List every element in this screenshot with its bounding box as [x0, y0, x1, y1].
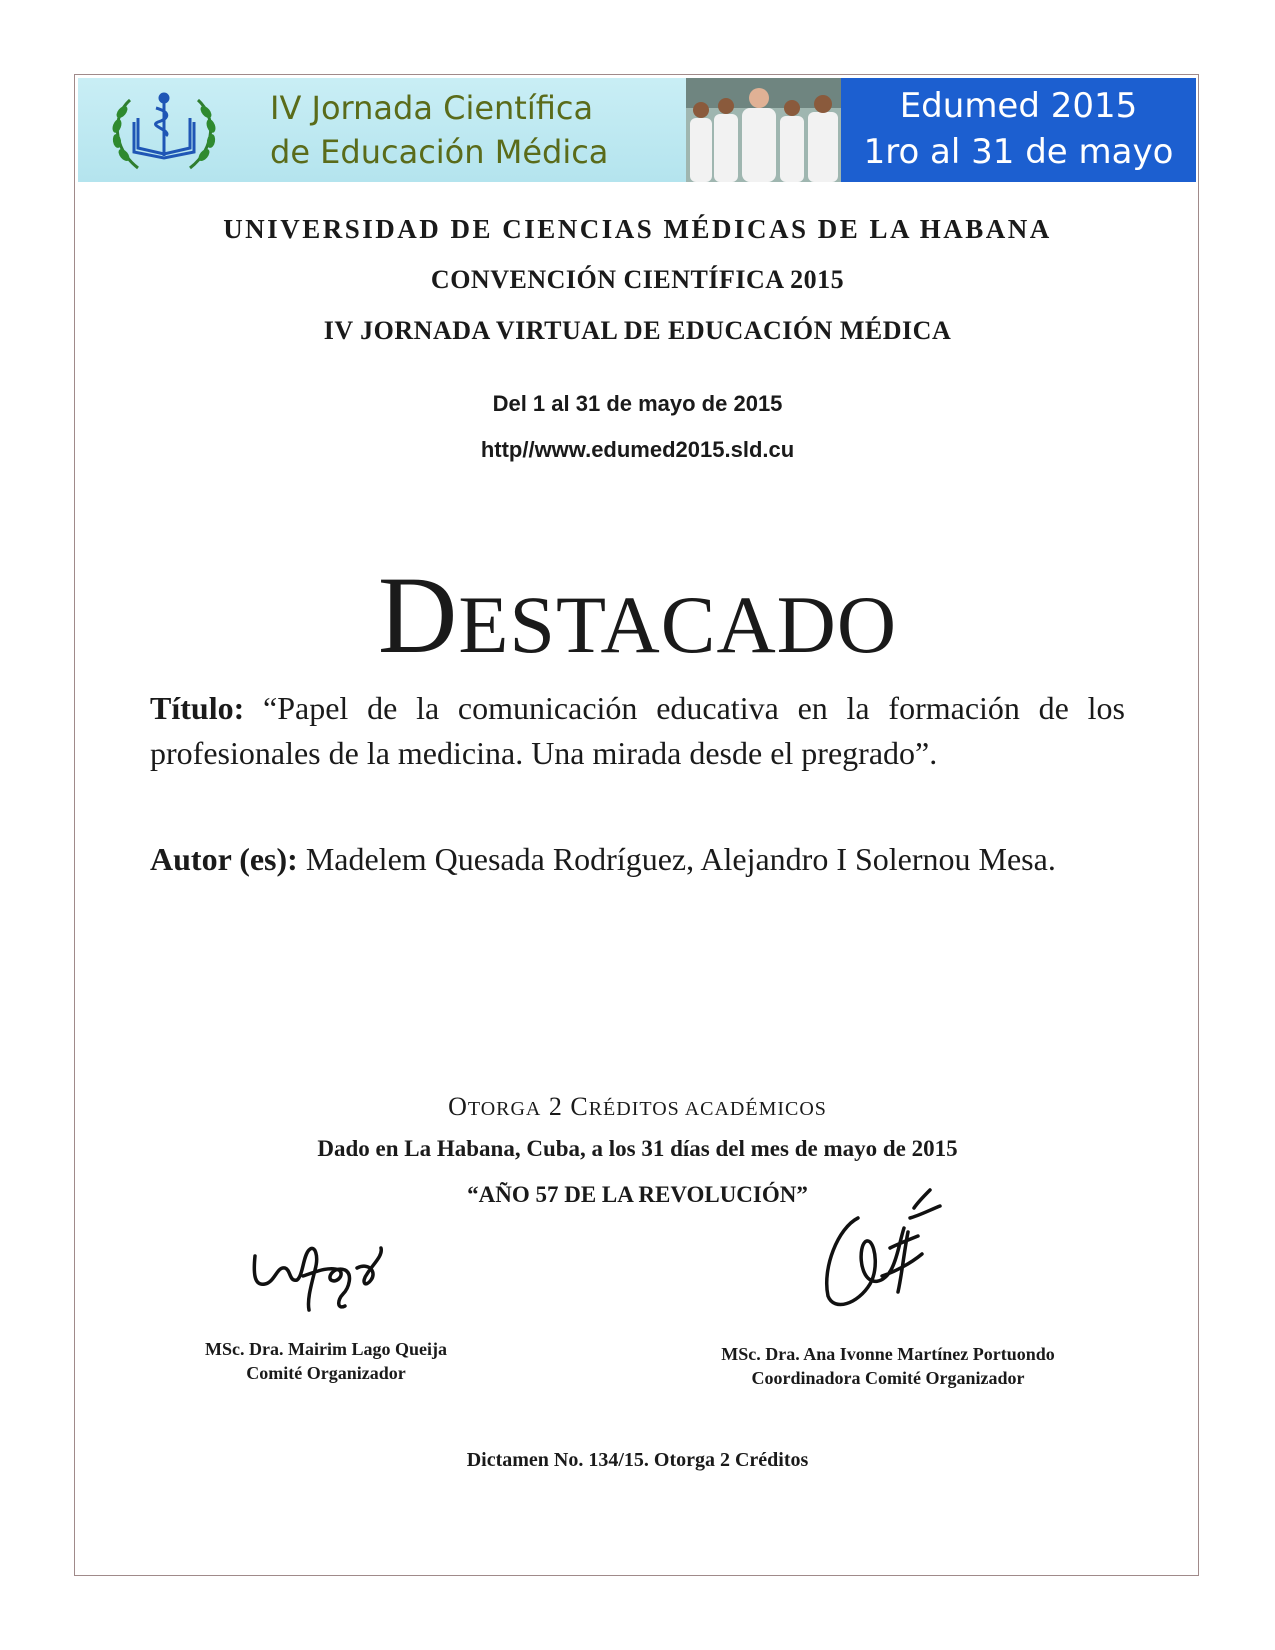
group-of-medical-staff-photo — [686, 78, 841, 182]
title-text: “Papel de la comunicación educativa en la formación de los profesionales de la medicina. Una mirada desde el pregrado”. — [150, 690, 1126, 771]
banner-title — [270, 86, 608, 174]
event-dates: Del 1 al 31 de mayo de 2015 — [492, 391, 783, 416]
credits-reditos: RÉDITOS ACADÉMICOS — [588, 1098, 827, 1120]
credits-c: C — [570, 1092, 589, 1121]
dictamen-footer: Dictamen No. 134/15. Otorga 2 Créditos — [466, 1449, 809, 1471]
credits-line — [0, 1092, 1275, 1122]
award-heading — [0, 554, 1275, 676]
banner-dates-label: 1ro al 31 de mayo — [863, 132, 1174, 172]
event-url: http//www.edumed2015.sld.cu — [480, 437, 795, 462]
banner-right-panel — [841, 78, 1196, 182]
signer-1-name: MSc. Dra. Mairim Lago Queija — [205, 1339, 447, 1359]
university-heading: UNIVERSIDAD DE CIENCIAS MÉDICAS DE LA HABANA — [223, 214, 1052, 244]
caduceus-book-laurel-icon — [100, 86, 228, 178]
signer-2-name: MSc. Dra. Ana Ivonne Martínez Portuondo — [721, 1344, 1055, 1364]
work-title-block — [150, 686, 1125, 776]
author-text: Madelem Quesada Rodríguez, Alejandro I Solernou Mesa. — [305, 841, 1056, 877]
banner-edumed-label: Edumed 2015 — [899, 86, 1138, 126]
header-banner — [78, 78, 1196, 182]
credits-number: 2 — [541, 1092, 571, 1121]
journey-heading: IV JORNADA VIRTUAL DE EDUCACIÓN MÉDICA — [323, 316, 952, 345]
credits-torga: TORGA — [467, 1098, 542, 1120]
banner-title-line1: IV Jornada Científica — [270, 89, 594, 127]
author-label: Autor (es): — [150, 841, 298, 877]
given-place-date: Dado en La Habana, Cuba, a los 31 días del mes de mayo de 2015 — [317, 1136, 958, 1161]
title-label: Título: — [150, 690, 245, 726]
work-author-block — [150, 837, 1125, 882]
banner-title-line2: de Educación Médica — [270, 133, 609, 171]
convention-heading: CONVENCIÓN CIENTÍFICA 2015 — [430, 265, 845, 294]
award-initial: D — [377, 554, 459, 676]
signature-1 — [245, 1236, 405, 1316]
signature-2 — [818, 1188, 943, 1313]
signer-2-role: Coordinadora Comité Organizador — [751, 1368, 1025, 1388]
signer-1-role: Comité Organizador — [246, 1363, 406, 1383]
signer-1 — [176, 1337, 476, 1385]
signer-2 — [678, 1342, 1098, 1390]
revolution-year: “AÑO 57 DE LA REVOLUCIÓN” — [467, 1182, 808, 1207]
photo-people-illustration — [686, 78, 841, 182]
banner-left-panel — [78, 78, 686, 182]
credits-o: O — [448, 1092, 468, 1121]
award-rest: ESTACADO — [458, 579, 898, 670]
